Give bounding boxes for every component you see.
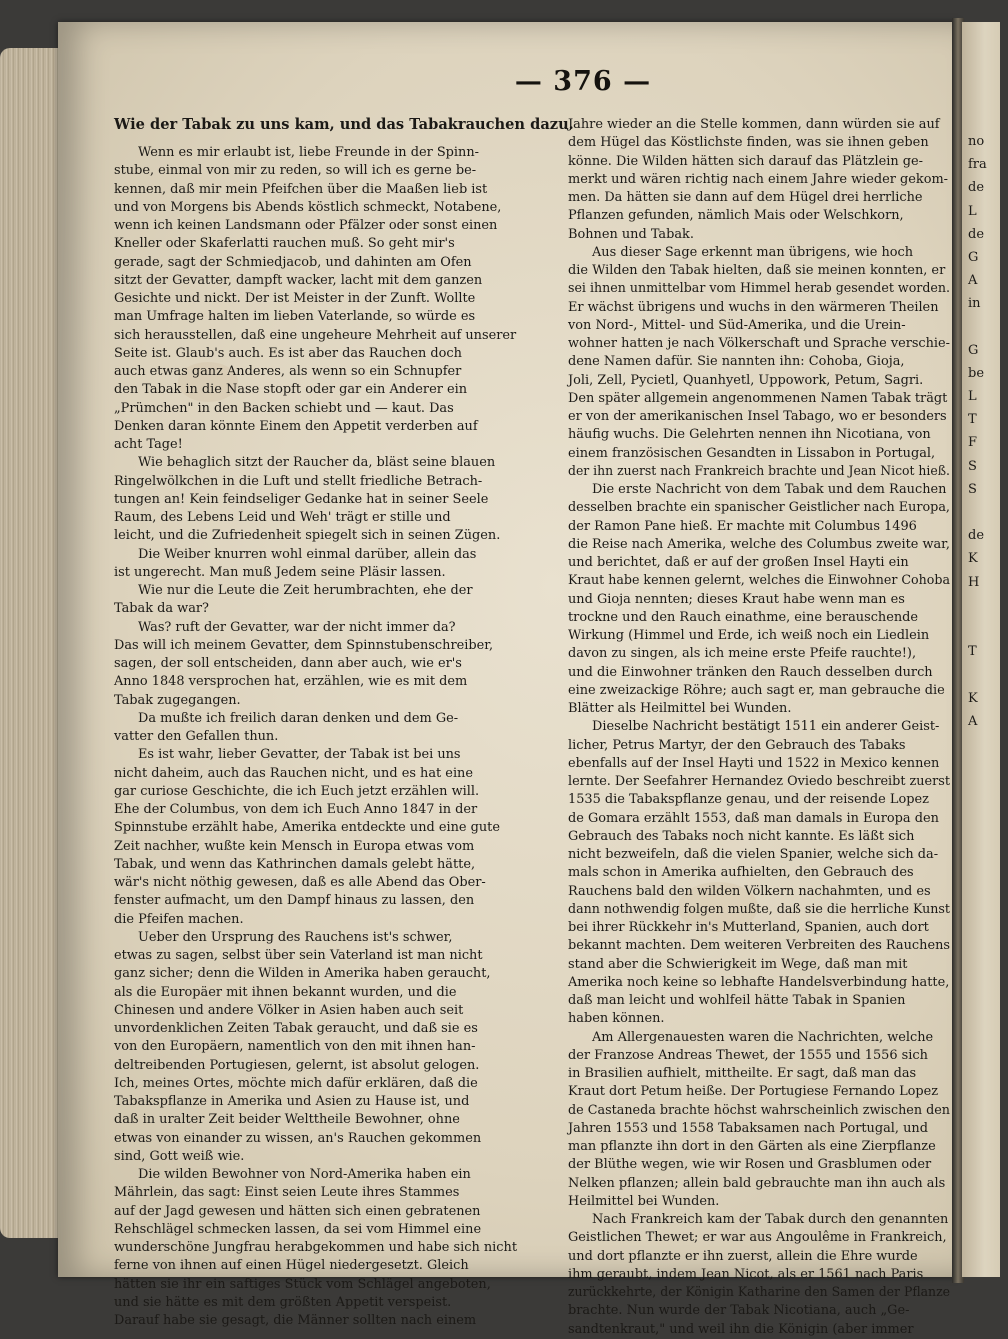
text-line: Den später allgemein angenommenen Namen Tabak trägt [568,390,948,406]
text-line: die Wilden den Tabak hielten, daß sie meinen konnten, er [568,263,946,278]
text-line: Tabakspflanze in Amerika und Asien zu Hause ist, und [114,1094,470,1109]
text-line: sich herausstellen, daß eine ungeheure Mehrheit auf unserer [114,327,517,343]
text-line: Pflanzen gefunden, nämlich Mais oder Welschkorn, [568,208,904,224]
page-number: — 376 — [514,66,652,97]
text-line: 1535 die Tabakspflanze genau, und der reisende Lopez [568,792,929,808]
text-line: Ich, meines Ortes, möchte mich dafür erklären, daß die [114,1075,478,1091]
text-line: de Gomara erzählt 1553, daß man damals in Europa den [568,810,939,826]
text-line: der Ramon Pane hieß. Er machte mit Columbus 1496 [568,518,917,534]
text-line: Es ist wahr, lieber Gevatter, der Tabak ist bei uns [138,747,461,763]
text-line: acht Tage! [114,437,183,452]
text-line: der Blüthe wegen, wie wir Rosen und Grasblumen oder [568,1157,932,1173]
text-line: Mährlein, das sagt: Einst seien Leute ihres Stammes [114,1185,460,1201]
adjacent-fragment: F [968,435,978,451]
left-column-text [114,144,544,1330]
text-line: der ihn zuerst nach Frankreich brachte und Jean Nicot hieß. [568,463,950,479]
adjacent-fragment: be [968,365,985,381]
text-line: Amerika noch keine so lebhafte Handelsverbindung hatte, [568,974,950,990]
text-line: einem französischen Gesandten in Lissabon in Portugal, [568,445,936,461]
text-line: Die erste Nachricht von dem Tabak und dem Rauchen [592,482,947,497]
text-line: Was? ruft der Gevatter, war der nicht immer da? [138,619,456,635]
text-line: in Brasilien aufhielt, mittheilte. Er sagt, daß man das [568,1066,917,1081]
adjacent-fragment: H [968,574,980,590]
text-line: tungen an! Kein feindseliger Gedanke hat in seiner Seele [114,491,489,507]
text-line: bei ihrer Rückkehr in's Mutterland, Spanien, auch dort [568,920,929,935]
text-line: davon zu singen, als ich meine erste Pfeife rauchte!), [568,646,917,662]
text-line: von den Europäern, namentlich von den mit ihnen han- [114,1039,476,1055]
text-line: unvordenklichen Zeiten Tabak geraucht, und daß sie es [114,1021,478,1036]
text-line: Bohnen und Tabak. [568,226,694,242]
adjacent-fragment: de [968,180,985,196]
adjacent-fragment: L [968,389,977,405]
adjacent-fragment: G [968,249,979,265]
right-column [568,116,950,1339]
text-line: ebenfalls auf der Insel Hayti und 1522 in Mexico kennen [568,755,940,771]
text-line: die Pfeifen machen. [114,911,244,927]
text-line: Jahre wieder an die Stelle kommen, dann würden sie auf [568,117,940,132]
text-line: Kraut habe kennen gelernt, welches die Einwohner Cohoba [568,573,950,589]
adjacent-fragment: S [968,481,977,497]
text-line: als die Europäer mit ihnen bekannt wurden, und die [114,984,457,1000]
text-line: und berichtet, daß er auf der großen Insel Hayti ein [568,555,909,570]
text-line: brachte. Nun wurde der Tabak Nicotiana, auch „Ge- [568,1303,910,1319]
text-line: „Prümchen" in den Backen schiebt und — kaut. Das [114,400,454,416]
text-line: und von Morgens bis Abends köstlich schmeckt, Notabene, [114,199,502,215]
text-line: haben können. [568,1011,665,1027]
text-line: kennen, daß mir mein Pfeifchen über die Maaßen lieb ist [114,181,488,197]
text-line: den Tabak in die Nase stopft oder gar ein Anderer ein [114,382,468,398]
article-title: Wie der Tabak zu uns kam, und das Tabakrauchen dazu. [114,116,574,133]
text-line: Kraut dort Petum heiße. Der Portugiese Fernando Lopez [568,1084,939,1100]
adjacent-fragment: in [968,296,981,312]
text-line: gerade, sagt der Schmiedjacob, und dahinten am Ofen [114,254,472,270]
text-line: desselben brachte ein spanischer Geistlicher nach Europa, [568,500,950,516]
text-line: etwas von einander zu wissen, an's Rauchen gekommen [114,1130,482,1146]
text-line: Nelken pflanzen; allein bald gebrauchte man ihn auch als [568,1175,946,1191]
adjacent-fragment: G [968,342,979,358]
adjacent-fragment: no [968,134,985,149]
text-line: men. Da hätten sie dann auf dem Hügel drei herrliche [568,190,923,205]
text-line: dann nothwendig folgen mußte, daß sie die herrliche Kunst [568,901,950,917]
text-line: Rehschlägel schmecken lassen, da sei vom Himmel eine [114,1221,482,1237]
text-line: Ueber den Ursprung des Rauchens ist's schwer, [138,929,453,945]
text-line: Seite ist. Glaub's auch. Es ist aber das Rauchen doch [114,345,462,361]
adjacent-page-text [968,130,1008,733]
text-line: Das will ich meinem Gevatter, dem Spinnstubenschreiber, [114,637,494,653]
text-line: Er wächst übrigens und wuchs in den wärmeren Theilen [568,299,939,315]
text-line: und die Einwohner tränken den Rauch desselben durch [568,664,933,680]
text-line: Aus dieser Sage erkennt man übrigens, wie hoch [592,244,914,260]
text-line: Die wilden Bewohner von Nord-Amerika haben ein [138,1167,471,1182]
text-line: und dort pflanzte er ihn zuerst, allein die Ehre wurde [568,1248,918,1264]
left-column [114,116,574,1330]
text-line: vatter den Gefallen thun. [114,729,279,744]
text-line: Denken daran könnte Einem den Appetit verderben auf [114,418,478,434]
text-line: Gesichte und nickt. Der ist Meister in der Zunft. Wollte [114,291,476,306]
text-line: Wie nur die Leute die Zeit herumbrachten, ehe der [138,583,473,598]
text-line: lernte. Der Seefahrer Hernandez Oviedo beschreibt zuerst [568,774,950,789]
right-column-text [568,116,950,1339]
text-line: Tabak zugegangen. [114,692,241,708]
adjacent-fragment: A [968,273,978,289]
text-line: dem Hügel das Köstlichste finden, was sie ihnen geben [568,135,929,151]
text-line: Heilmittel bei Wunden. [568,1193,720,1209]
text-line: licher, Petrus Martyr, der den Gebrauch des Tabaks [568,737,906,753]
text-line: daß in uralter Zeit beider Welttheile Bewohner, ohne [114,1112,460,1128]
text-line: Die Weiber knurren wohl einmal darüber, allein das [138,546,477,562]
text-line: von Nord-, Mittel- und Süd-Amerika, und die Urein- [568,317,906,333]
text-line: und sie hätte es mit dem größten Appetit verspeist. [114,1294,452,1310]
text-line: gar curiose Geschichte, die ich Euch jetzt erzählen will. [114,783,480,799]
text-line: könne. Die Wilden hätten sich darauf das Plätzlein ge- [568,153,924,169]
text-line: trockne und den Rauch einathme, eine berauschende [568,609,919,625]
text-line: man Umfrage halten im lieben Vaterlande, so würde es [114,309,476,325]
text-line: Kneller oder Skaferlatti rauchen muß. So geht mir's [114,236,455,252]
text-line: die Reise nach Amerika, welche des Columbus zweite war, [568,536,950,552]
text-line: leicht, und die Zufriedenheit spiegelt sich in seinen Zügen. [114,528,501,544]
adjacent-page [962,22,1000,1277]
text-line: Jahren 1553 und 1558 Tabaksamen nach Portugal, und [568,1120,928,1136]
text-line: mals schon in Amerika aufhielten, den Gebrauch des [568,865,914,881]
text-line: ferne von ihnen auf einen Hügel niedergesetzt. Gleich [114,1258,469,1274]
text-line: sagen, der soll entscheiden, dann aber auch, wie er's [114,656,462,671]
text-line: Da mußte ich freilich daran denken und dem Ge- [138,710,459,726]
text-line: stand aber die Schwierigkeit im Wege, daß man mit [568,956,908,972]
adjacent-fragment: S [968,458,977,474]
text-line: Raum, des Lebens Leid und Weh' trägt er stille und [114,510,451,525]
text-line: Anno 1848 versprochen hat, erzählen, wie es mit dem [114,674,468,690]
text-line: dene Namen dafür. Sie nannten ihn: Cohoba, Gioja, [568,354,905,370]
adjacent-fragment [968,316,1008,339]
adjacent-fragment [968,663,1008,686]
text-line: Ringelwölkchen in die Luft und stellt friedliche Betrach- [114,473,483,489]
text-line: sitzt der Gevatter, dampft wacker, lacht mit dem ganzen [114,272,483,288]
adjacent-fragment: A [968,713,978,729]
text-line: Nach Frankreich kam der Tabak durch den genannten [592,1212,949,1227]
text-line: stube, einmal von mir zu reden, so will ich es gerne be- [114,163,477,179]
text-line: bekannt machten. Dem weiteren Verbreiten des Rauchens [568,938,950,954]
adjacent-fragment: T [968,644,977,660]
text-line: nicht daheim, auch das Rauchen nicht, und es hat eine [114,765,473,781]
adjacent-fragment: de [968,226,985,242]
text-line: häufig wuchs. Die Gelehrten nennen ihn Nicotiana, von [568,427,931,443]
text-line: Joli, Zell, Pycietl, Quanhyetl, Uppowork, Petum, Sagri. [568,372,924,388]
adjacent-fragment: K [968,690,978,706]
text-line: Wenn es mir erlaubt ist, liebe Freunde in der Spinn- [138,145,480,160]
adjacent-fragment: T [968,412,977,428]
text-line: sei ihnen unmittelbar vom Himmel herab gesendet worden. [568,281,950,297]
text-line: wenn ich keinen Landsmann oder Pfälzer oder sonst einen [114,218,498,233]
text-line: zurückkehrte, der Königin Katharine den Samen der Pflanze [568,1285,950,1300]
text-line: Ehe der Columbus, von dem ich Euch Anno 1847 in der [114,802,478,817]
text-line: sandtenkraut," und weil ihn die Königin (aber immer [568,1321,914,1337]
text-line: ganz sicher; denn die Wilden in Amerika haben geraucht, [114,966,491,982]
adjacent-fragment: K [968,551,978,567]
text-line: man pflanzte ihn dort in den Gärten als eine Zierpflanze [568,1139,936,1154]
text-line: wär's nicht nöthig gewesen, daß es alle Abend das Ober- [114,875,486,890]
text-line: der Franzose Andreas Thewet, der 1555 und 1556 sich [568,1047,928,1063]
text-line: deltreibenden Portugiesen, gelernt, ist absolut gelogen. [114,1057,480,1073]
text-line: Darauf habe sie gesagt, die Männer sollten nach einem [114,1313,477,1328]
adjacent-fragment [968,594,1008,617]
adjacent-fragment [968,501,1008,524]
text-line: auch etwas ganz Anderes, als wenn so ein Schnupfer [114,364,462,379]
text-line: Blätter als Heilmittel bei Wunden. [568,701,792,716]
text-line: Dieselbe Nachricht bestätigt 1511 ein anderer Geist- [592,719,940,735]
text-line: etwas zu sagen, selbst über sein Vaterland ist man nicht [114,948,483,963]
text-line: Wie behaglich sitzt der Raucher da, bläst seine blauen [138,455,496,471]
adjacent-fragment: de [968,528,985,544]
adjacent-fragment [968,617,1008,640]
text-line: nicht bezweifeln, daß die vielen Spanier, welche sich da- [568,847,939,862]
text-line: ist ungerecht. Man muß Jedem seine Pläsir lassen. [114,564,446,580]
text-line: wohner hatten je nach Völkerschaft und Sprache verschie- [568,336,950,351]
text-line: eine zweizackige Röhre; auch sagt er, man gebrauche die [568,682,945,698]
text-line: ihm geraubt, indem Jean Nicot, als er 1561 nach Paris [568,1266,924,1282]
text-line: wunderschöne Jungfrau herabgekommen und habe sich nicht [114,1240,518,1255]
adjacent-fragment: L [968,203,977,219]
text-line: auf der Jagd gewesen und hätten sich einen gebratenen [114,1203,481,1219]
text-line: Tabak da war? [114,601,209,617]
text-line: merkt und wären richtig nach einem Jahre wieder gekom- [568,171,949,187]
text-line: er von der amerikanischen Insel Tabago, wo er besonders [568,409,947,424]
text-line: Am Allergenauesten waren die Nachrichten, welche [592,1029,934,1045]
text-line: Gebrauch des Tabaks noch nicht kannte. Es läßt sich [568,828,915,844]
adjacent-fragment: fra [968,157,987,173]
text-line: Wirkung (Himmel und Erde, ich weiß noch ein Liedlein [568,628,930,643]
text-line: fenster aufmacht, um den Dampf hinaus zu lassen, den [114,893,475,909]
text-line: hätten sie ihr ein saftiges Stück vom Schlägel angeboten, [114,1276,491,1292]
text-line: Rauchens bald den wilden Völkern nachahmten, und es [568,883,931,899]
text-line: Chinesen und andere Völker in Asien haben auch seit [114,1002,464,1018]
text-line: sind, Gott weiß wie. [114,1148,245,1164]
text-line: Spinnstube erzählt habe, Amerika entdeckte und eine gute [114,820,500,836]
text-line: de Castaneda brachte höchst wahrscheinlich zwischen den [568,1102,950,1118]
text-line: daß man leicht und wohlfeil hätte Tabak in Spanien [568,993,906,1008]
text-line: Tabak, und wenn das Kathrinchen damals gelebt hätte, [114,856,476,872]
text-line: Zeit nachher, wußte kein Mensch in Europa etwas vom [114,838,475,854]
text-line: Geistlichen Thewet; er war aus Angoulême in Frankreich, [568,1230,947,1246]
text-line: und Gioja nennten; dieses Kraut habe wenn man es [568,591,905,607]
